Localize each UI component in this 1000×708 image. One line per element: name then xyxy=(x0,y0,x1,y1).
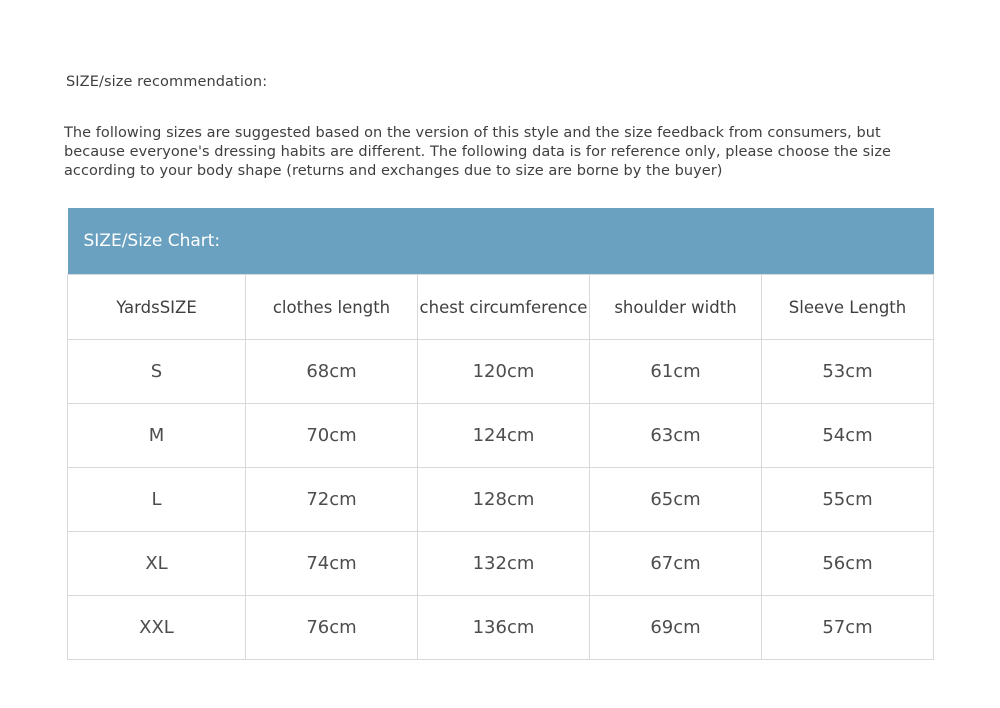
table-row xyxy=(68,340,934,404)
cell-chest: 136cm xyxy=(418,596,590,660)
cell-size: XXL xyxy=(68,596,246,660)
cell-chest: 132cm xyxy=(418,532,590,596)
cell-shoulder: 63cm xyxy=(590,404,762,468)
cell-shoulder: 67cm xyxy=(590,532,762,596)
column-header-shoulder-width: shoulder width xyxy=(590,275,762,340)
cell-shoulder: 69cm xyxy=(590,596,762,660)
size-chart-table xyxy=(67,208,934,660)
cell-sleeve: 54cm xyxy=(762,404,934,468)
table-row xyxy=(68,468,934,532)
cell-sleeve: 55cm xyxy=(762,468,934,532)
table-header-row xyxy=(68,275,934,340)
intro-title: SIZE/size recommendation: xyxy=(66,74,268,90)
cell-chest: 120cm xyxy=(418,340,590,404)
cell-size: S xyxy=(68,340,246,404)
cell-clothes-length: 70cm xyxy=(246,404,418,468)
column-header-sleeve-length: Sleeve Length xyxy=(762,275,934,340)
cell-sleeve: 56cm xyxy=(762,532,934,596)
cell-chest: 128cm xyxy=(418,468,590,532)
cell-clothes-length: 72cm xyxy=(246,468,418,532)
table-row xyxy=(68,404,934,468)
cell-sleeve: 53cm xyxy=(762,340,934,404)
column-header-clothes-length: clothes length xyxy=(246,275,418,340)
table-row xyxy=(68,596,934,660)
table-banner-label: SIZE/Size Chart: xyxy=(68,208,934,275)
table-row xyxy=(68,532,934,596)
table-banner-row xyxy=(68,208,934,275)
cell-clothes-length: 68cm xyxy=(246,340,418,404)
intro-paragraph: The following sizes are suggested based on the version of this style and the size feedback from consumers, but because everyone's dressing habits are different. The following data is for reference only, please choose the size according to your body shape (returns and exchanges due to size are borne by the buyer) xyxy=(64,125,891,179)
column-header-size: YardsSIZE xyxy=(68,275,246,340)
cell-size: XL xyxy=(68,532,246,596)
cell-size: M xyxy=(68,404,246,468)
cell-sleeve: 57cm xyxy=(762,596,934,660)
cell-clothes-length: 74cm xyxy=(246,532,418,596)
cell-shoulder: 61cm xyxy=(590,340,762,404)
cell-shoulder: 65cm xyxy=(590,468,762,532)
cell-clothes-length: 76cm xyxy=(246,596,418,660)
column-header-chest-circumference: chest circumference xyxy=(418,275,590,340)
cell-chest: 124cm xyxy=(418,404,590,468)
cell-size: L xyxy=(68,468,246,532)
